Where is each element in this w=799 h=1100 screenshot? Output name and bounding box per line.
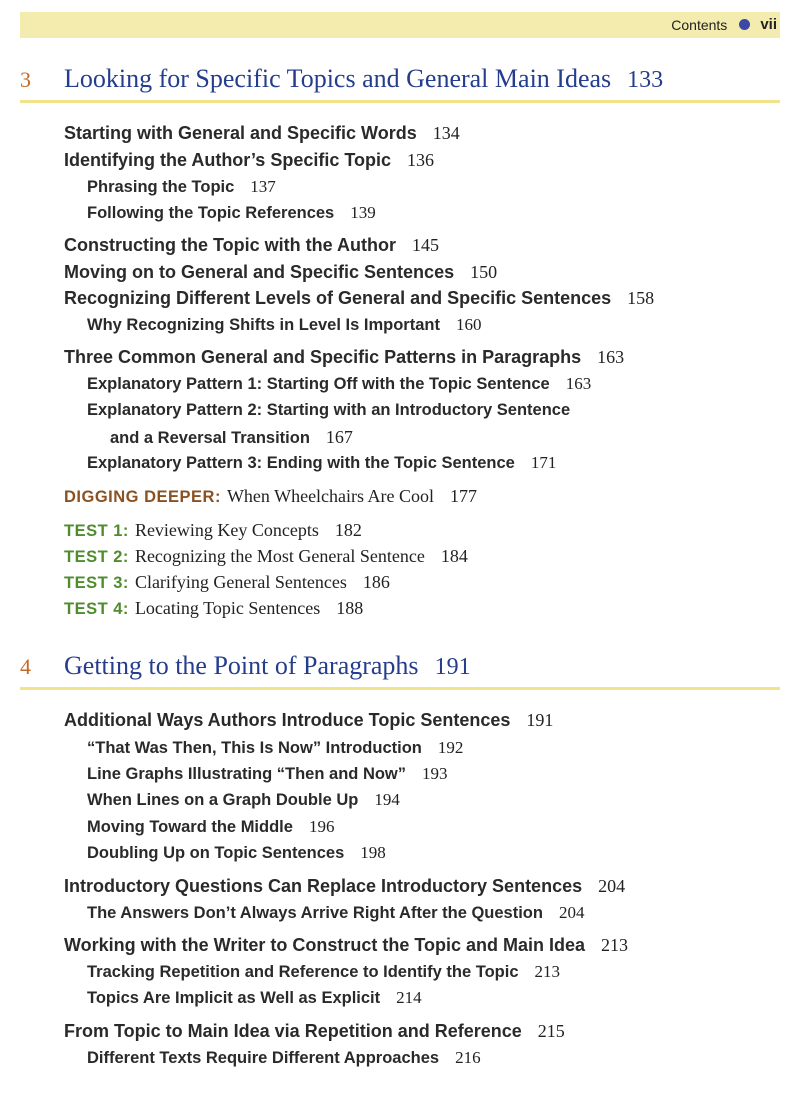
digging-deeper-entry[interactable]	[64, 486, 477, 507]
entry-page: 188	[336, 598, 364, 618]
entry-title: Three Common General and Specific Patterns in Paragraphs	[64, 347, 582, 367]
entry-page: 163	[597, 347, 625, 367]
entry-title: Additional Ways Authors Introduce Topic Sentences	[64, 710, 511, 730]
entry-title: Constructing the Topic with the Author	[64, 235, 396, 255]
chapter-page: 191	[434, 654, 471, 680]
toc-subentry[interactable]	[87, 453, 556, 473]
toc-subentry[interactable]	[87, 962, 560, 982]
test-entry[interactable]	[64, 546, 468, 567]
toc-subentry[interactable]	[87, 1048, 481, 1068]
entry-title: Locating Topic Sentences	[134, 598, 321, 618]
toc-entry[interactable]	[64, 150, 434, 171]
entry-page: 184	[440, 546, 468, 566]
toc-entry[interactable]	[64, 935, 628, 956]
entry-page: 134	[432, 123, 460, 143]
test-entry[interactable]	[64, 572, 390, 593]
entry-page: 177	[450, 486, 478, 506]
entry-page: 160	[455, 315, 482, 334]
running-header-band	[20, 12, 780, 38]
toc-entry[interactable]	[64, 710, 553, 731]
entry-title: Following the Topic References	[87, 204, 335, 222]
toc-entry[interactable]	[64, 347, 624, 368]
entry-title: Topics Are Implicit as Well as Explicit	[87, 989, 381, 1007]
entry-page: 213	[534, 962, 561, 981]
test-label: TEST 3:	[64, 574, 129, 592]
entry-page: 215	[537, 1021, 565, 1041]
toc-entry[interactable]	[64, 123, 460, 144]
entry-page: 137	[250, 177, 276, 196]
entry-title: Tracking Repetition and Reference to Identify the Topic	[87, 963, 519, 981]
entry-page: 216	[455, 1048, 481, 1067]
entry-page: 214	[396, 988, 422, 1007]
entry-title: Explanatory Pattern 2: Starting with an Introductory Sentence	[87, 401, 571, 419]
entry-title: Starting with General and Specific Words	[64, 123, 417, 143]
entry-title: “That Was Then, This Is Now” Introduction	[87, 739, 422, 757]
header-label: Contents	[671, 16, 728, 33]
entry-page: 191	[526, 710, 554, 730]
entry-title: Why Recognizing Shifts in Level Is Important	[87, 316, 440, 334]
toc-subentry[interactable]	[87, 374, 591, 394]
toc-entry[interactable]	[64, 262, 497, 283]
chapter-number: 3	[20, 67, 31, 92]
chapter-title: Looking for Specific Topics and General Main Ideas	[64, 64, 612, 93]
toc-subentry[interactable]	[87, 738, 463, 758]
entry-title: Clarifying General Sentences	[134, 572, 347, 592]
toc-subentry[interactable]	[87, 817, 334, 837]
chapter-rule	[20, 687, 780, 690]
entry-page: 194	[374, 790, 400, 809]
chapter-title: Getting to the Point of Paragraphs	[64, 651, 419, 680]
entry-title: and a Reversal Transition	[110, 429, 310, 447]
toc-entry[interactable]	[64, 235, 439, 256]
toc-subentry[interactable]	[87, 988, 422, 1008]
toc-subentry[interactable]	[87, 903, 584, 923]
entry-title: When Lines on a Graph Double Up	[87, 791, 359, 809]
entry-page: 193	[422, 764, 448, 783]
entry-page: 204	[598, 876, 626, 896]
toc-subentry[interactable]	[87, 203, 376, 223]
bullet-icon	[739, 19, 750, 30]
running-header	[671, 16, 777, 33]
toc-entry[interactable]	[64, 288, 654, 309]
chapter-number: 4	[20, 654, 31, 679]
entry-page: 198	[360, 843, 386, 862]
entry-title: Moving on to General and Specific Sentences	[64, 262, 455, 282]
entry-title: Phrasing the Topic	[87, 178, 235, 196]
entry-page: 139	[350, 203, 376, 222]
entry-title: Recognizing the Most General Sentence	[134, 546, 425, 566]
entry-page: 136	[407, 150, 435, 170]
test-entry[interactable]	[64, 598, 363, 619]
chapter-rule	[20, 100, 780, 103]
chapter-page: 133	[627, 67, 664, 93]
entry-title: Explanatory Pattern 1: Starting Off with the Topic Sentence	[87, 375, 550, 393]
toc-subentry[interactable]	[87, 177, 276, 197]
test-label: TEST 2:	[64, 548, 129, 566]
entry-page: 150	[470, 262, 498, 282]
entry-page: 186	[362, 572, 390, 592]
test-entry[interactable]	[64, 520, 362, 541]
toc-entry[interactable]	[64, 876, 625, 897]
entry-page: 171	[530, 453, 557, 472]
entry-page: 182	[334, 520, 362, 540]
entry-title: Introductory Questions Can Replace Introductory Sentences	[64, 876, 583, 896]
entry-title: Different Texts Require Different Approaches	[87, 1049, 440, 1067]
entry-page: 158	[627, 288, 655, 308]
toc-subentry[interactable]	[87, 401, 570, 420]
toc-subentry[interactable]	[87, 764, 448, 784]
test-label: TEST 1:	[64, 522, 129, 540]
toc-subentry[interactable]	[87, 790, 400, 810]
entry-page: 145	[411, 235, 439, 255]
toc-subentry[interactable]	[87, 843, 386, 863]
chapter-4-heading[interactable]	[20, 651, 780, 690]
toc-subentry-continued[interactable]	[110, 427, 353, 448]
entry-title: Working with the Writer to Construct the Topic and Main Idea	[64, 935, 586, 955]
entry-page: 167	[325, 427, 353, 447]
entry-page: 213	[601, 935, 629, 955]
entry-title: From Topic to Main Idea via Repetition and Reference	[64, 1021, 522, 1041]
page-folio: vii	[760, 16, 777, 33]
digging-deeper-label: DIGGING DEEPER:	[64, 488, 221, 506]
entry-title: Reviewing Key Concepts	[134, 520, 319, 540]
entry-page: 163	[565, 374, 592, 393]
entry-page: 204	[558, 903, 585, 922]
entry-title: Explanatory Pattern 3: Ending with the Topic Sentence	[87, 454, 515, 472]
toc-entry[interactable]	[64, 1021, 565, 1042]
entry-title: Line Graphs Illustrating “Then and Now”	[87, 765, 407, 783]
entry-page: 196	[308, 817, 335, 836]
entry-page: 192	[437, 738, 464, 757]
entry-title: Identifying the Author’s Specific Topic	[64, 150, 392, 170]
entry-title: Moving Toward the Middle	[87, 818, 293, 836]
chapter-3-heading[interactable]	[20, 64, 780, 103]
entry-title: Doubling Up on Topic Sentences	[87, 844, 345, 862]
entry-title: Recognizing Different Levels of General and Specific Sentences	[64, 288, 612, 308]
entry-title: When Wheelchairs Are Cool	[226, 486, 435, 506]
toc-subentry[interactable]	[87, 315, 481, 335]
entry-title: The Answers Don’t Always Arrive Right After the Question	[87, 904, 543, 922]
test-label: TEST 4:	[64, 600, 129, 618]
